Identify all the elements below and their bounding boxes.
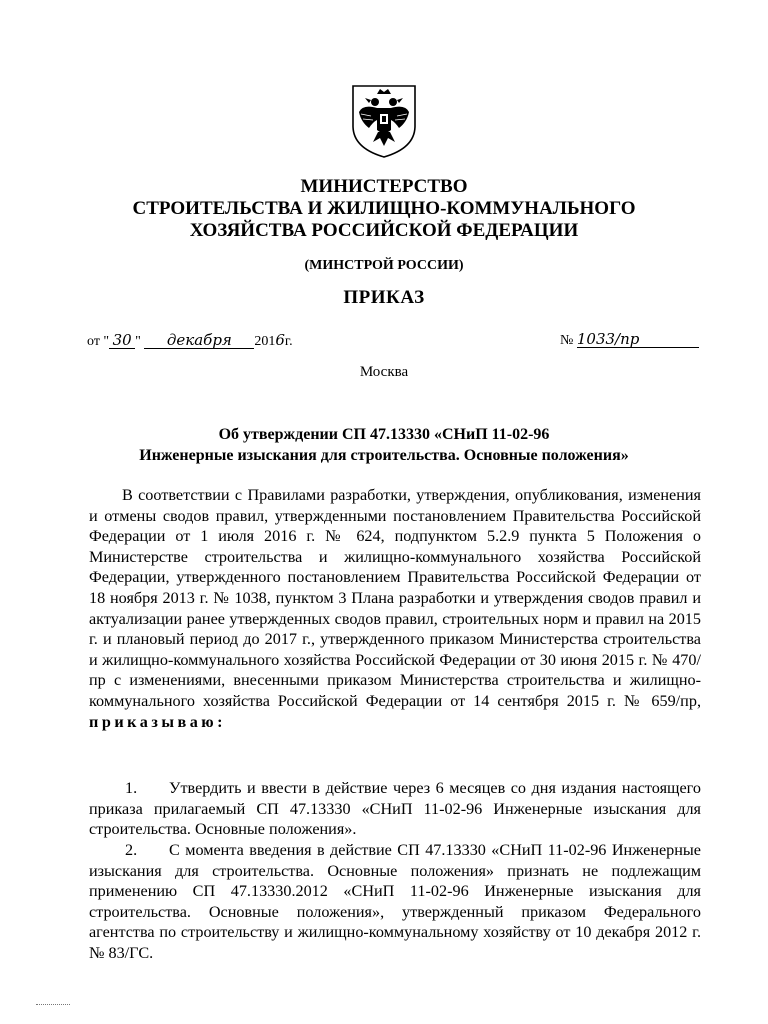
ministry-line: СТРОИТЕЛЬСТВА И ЖИЛИЩНО-КОММУНАЛЬНОГО	[132, 198, 636, 219]
order-word: приказываю:	[89, 712, 227, 731]
subject-line: Инженерные изыскания для строительства. Основные положения»	[139, 447, 629, 464]
order-date	[87, 331, 293, 350]
ministry-abbreviation: (МИНСТРОЙ РОССИИ)	[304, 258, 464, 273]
order-subject	[90, 424, 678, 466]
coat-of-arms-icon	[347, 82, 421, 160]
preamble-text: В соответствии с Правилами разработки, утверждения, опубликования, изменения и отмены сводов правил, утвержденными постановлением Правительства Российской Федерации от 1 июля 2016 г. № 624, подпунктом 5.2.9 пункта 5 Положения о Министерстве строительства и жилищно-коммунального хозяйства Российской Федерации, утвержденного постановлением Правительства Российской Федерации от 18 ноября 2013 г. № 1038, пунктом 3 Плана разработки и утверждения сводов правил и актуализации ранее утвержденных сводов правил, строительных норм и правил на 2015 г. и плановый период до 2017 г., утвержденного приказом Министерства строительства и жилищно-коммунального хозяйства Российской Федерации от 30 июня 2015 г. № 470/пр с изменениями, внесенными приказом Министерства строительства и жилищно-коммунального хозяйства Российской Федерации от 14 сентября 2015 г. № 659/пр,	[89, 486, 701, 710]
subject-line: Об утверждении СП 47.13330 «СНиП 11-02-96	[218, 426, 550, 443]
item-text: С момента введения в действие СП 47.13330 «СНиП 11-02-96 Инженерные изыскания для строительства. Основные положения» признать не подлежащим применению СП 47.13330.2012 «СНиП 11-02-96 Инженерные изыскания для строительства. Основные положения», утвержденный приказом Федерального агентства по строительству и жилищно-коммунальному хозяйству от 10 декабря 2012 г. № 83/ГС.	[89, 841, 701, 962]
preamble-paragraph	[89, 485, 701, 732]
date-year-suffix: 6	[275, 331, 285, 349]
date-quote: "	[135, 334, 141, 349]
date-month: декабря	[144, 332, 254, 349]
ministry-line: ХОЗЯЙСТВА РОССИЙСКОЙ ФЕДЕРАЦИИ	[189, 220, 579, 241]
date-year-prefix: 201	[254, 334, 276, 349]
date-year-end: г.	[284, 334, 293, 349]
number-prefix: №	[560, 333, 574, 348]
number-value: 1033/пр	[577, 331, 699, 348]
scan-mark	[36, 1004, 70, 1008]
order-item	[89, 778, 701, 840]
item-text: Утвердить и ввести в действие через 6 месяцев со дня издания настоящего приказа прилагаемый СП 47.13330 «СНиП 11-02-96 Инженерные изыскания для строительства. Основные положения».	[89, 779, 701, 839]
ministry-line: МИНИСТЕРСТВО	[300, 176, 468, 197]
document-type-title: ПРИКАЗ	[343, 287, 425, 308]
date-prefix: от "	[87, 334, 110, 349]
order-number	[560, 331, 699, 349]
date-day: 30	[109, 332, 135, 349]
ministry-name	[100, 176, 668, 242]
city: Москва	[359, 364, 409, 380]
order-item	[89, 840, 701, 964]
item-number: 2.	[125, 841, 138, 859]
item-number: 1.	[125, 779, 138, 797]
